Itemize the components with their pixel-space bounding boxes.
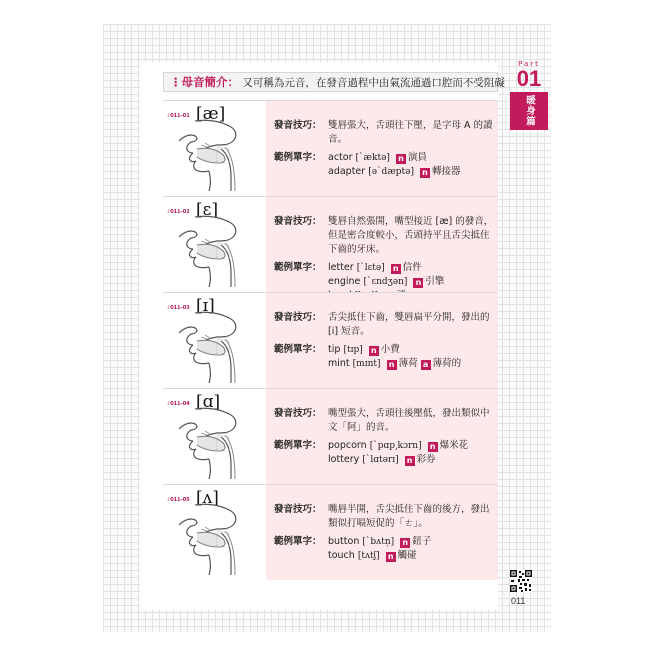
part-of-speech-badge: n [428,442,438,452]
audio-track[interactable]: ♪011-02 [167,209,190,215]
part-number: 01 [516,66,542,91]
vowel-symbol: [ɪ] [196,296,215,316]
part-name: 暖身篇 [510,92,548,130]
part-of-speech-badge: n [387,360,397,370]
vowel-panel [163,292,498,388]
mouth-diagram-icon [177,119,257,193]
example-word [328,535,496,549]
part-of-speech-badge: n [391,264,401,274]
example-word-text: button [328,536,360,547]
qr-code-icon[interactable] [510,570,532,592]
examples-label: 範例單字： [274,536,322,547]
vowel-panel [163,196,498,292]
examples-label: 範例單字： [274,344,322,355]
description-area [266,389,498,484]
part-word: Part [518,60,540,68]
example-meaning: 薄荷的 [432,358,462,369]
example-meaning: 彩券 [416,454,436,465]
mouth-diagram-icon [177,215,257,289]
diagram-area [163,389,266,484]
technique-label: 發音技巧： [274,120,322,131]
vowel-symbol: [æ] [196,104,226,124]
example-meaning: 演員 [407,152,427,163]
part-tab [510,60,548,130]
audio-track[interactable]: ♪011-01 [167,113,190,119]
example-ipa: [ˋbʌtn̩] [362,537,395,547]
example-word-text: lottery [328,454,360,465]
audio-track[interactable]: ♪011-04 [167,401,190,407]
technique-text: 嘴型張大，舌頭往後壓低，發出類似中文「阿」的音。 [328,408,490,433]
example-meaning: 轉接器 [432,166,461,177]
example-word [328,343,496,357]
example-meaning: 爆米花 [439,440,469,451]
part-of-speech-badge: n [386,552,396,562]
part-of-speech-badge: n [369,346,379,356]
mouth-diagram-icon [177,311,257,385]
page-number: 011 [511,596,526,606]
example-word [328,165,496,179]
part-of-speech-badge: n [413,278,423,288]
example-ipa: [tɪp] [343,345,363,355]
diagram-area [163,293,266,388]
example-meaning: 引擎 [425,276,445,287]
example-word-text: adapter [328,166,366,177]
example-meaning: 觸碰 [397,550,417,561]
example-meaning: 小費 [380,344,400,355]
vowel-symbol: [ɑ] [196,392,221,412]
example-ipa: [ˋlɑtərɪ] [362,455,399,465]
diagram-area [163,485,266,580]
example-word-text: letter [328,262,354,273]
audio-track-label: 011-01 [170,113,190,119]
example-meaning: 鈕子 [412,536,432,547]
example-ipa: [tʌtʃ] [357,551,380,561]
example-word-text: engine [328,276,361,287]
example-word [328,357,496,371]
part-of-speech-badge: n [420,168,430,178]
examples-list [328,439,496,467]
intro-label: ⋮母音簡介： [170,75,239,89]
technique-label: 發音技巧： [274,504,322,515]
part-of-speech-badge: a [421,360,431,370]
vowel-panel [163,100,498,196]
technique-text: 舌尖抵住下齒，雙唇扁平分開，發出的 [i] 短音。 [328,312,490,337]
description-area [266,197,498,292]
audio-track[interactable]: ♪011-03 [167,305,190,311]
technique-label: 發音技巧： [274,216,322,227]
example-word [328,261,496,275]
vowel-panel [163,484,498,580]
technique-text: 嘴唇半開，舌尖抵住下齒的後方，發出類似打嗝短促的「ㄜ」。 [328,504,490,529]
example-word [328,453,496,467]
examples-label: 範例單字： [274,262,322,273]
audio-track[interactable]: ♪011-05 [167,497,190,503]
diagram-area [163,197,266,292]
diagram-area [163,101,266,196]
example-word-text: popcorn [328,440,367,451]
audio-track-label: 011-02 [170,209,190,215]
example-word [328,151,496,165]
technique-label: 發音技巧： [274,312,322,323]
example-meaning: 薄荷 [398,358,418,369]
example-word [328,275,496,289]
example-word-text: mint [328,358,350,369]
part-of-speech-badge: n [400,538,410,548]
example-ipa: [ˋæktə] [355,153,390,163]
example-word-text: actor [328,152,353,163]
vowel-panel [163,388,498,484]
description-area [266,101,498,196]
example-word [328,439,496,453]
example-word [328,549,496,563]
example-ipa: [ˋlɛtə] [356,263,385,273]
part-of-speech-badge: n [396,154,406,164]
mouth-diagram-icon [177,407,257,481]
technique-label: 發音技巧： [274,408,322,419]
example-word-text: touch [328,550,355,561]
description-area [266,293,498,388]
technique-text: 雙唇自然張開，嘴型接近 [æ] 的發音，但是密合度較小，舌頭持平且舌尖抵住下齒的牙床。 [328,216,494,255]
description-area [266,485,498,580]
example-ipa: [ˋpɑp͵kɔrn] [369,441,422,451]
example-ipa: [mɪnt] [352,359,381,369]
example-ipa: [əˋdæptə] [368,167,414,177]
intro-text: 又可稱為元音，在發音過程中由氣流通過口腔而不受阻礙 [242,77,505,89]
part-of-speech-badge: n [405,456,415,466]
vowel-intro-bar [163,72,505,92]
example-word-text: tip [328,344,341,355]
technique-text: 雙唇張大，舌頭往下壓，是字母 A 的讀音。 [328,120,493,145]
examples-label: 範例單字： [274,152,322,163]
vowel-symbol: [ʌ] [196,488,219,508]
audio-track-label: 011-05 [170,497,190,503]
example-ipa: [ˋɛndʒən] [363,277,408,287]
examples-list [328,343,496,371]
examples-list [328,535,496,563]
example-meaning: 信件 [402,262,422,273]
examples-list [328,151,496,179]
audio-track-label: 011-03 [170,305,190,311]
vowel-symbol: [ɛ] [196,200,219,220]
examples-label: 範例單字： [274,440,322,451]
mouth-diagram-icon [177,503,257,577]
audio-track-label: 011-04 [170,401,190,407]
